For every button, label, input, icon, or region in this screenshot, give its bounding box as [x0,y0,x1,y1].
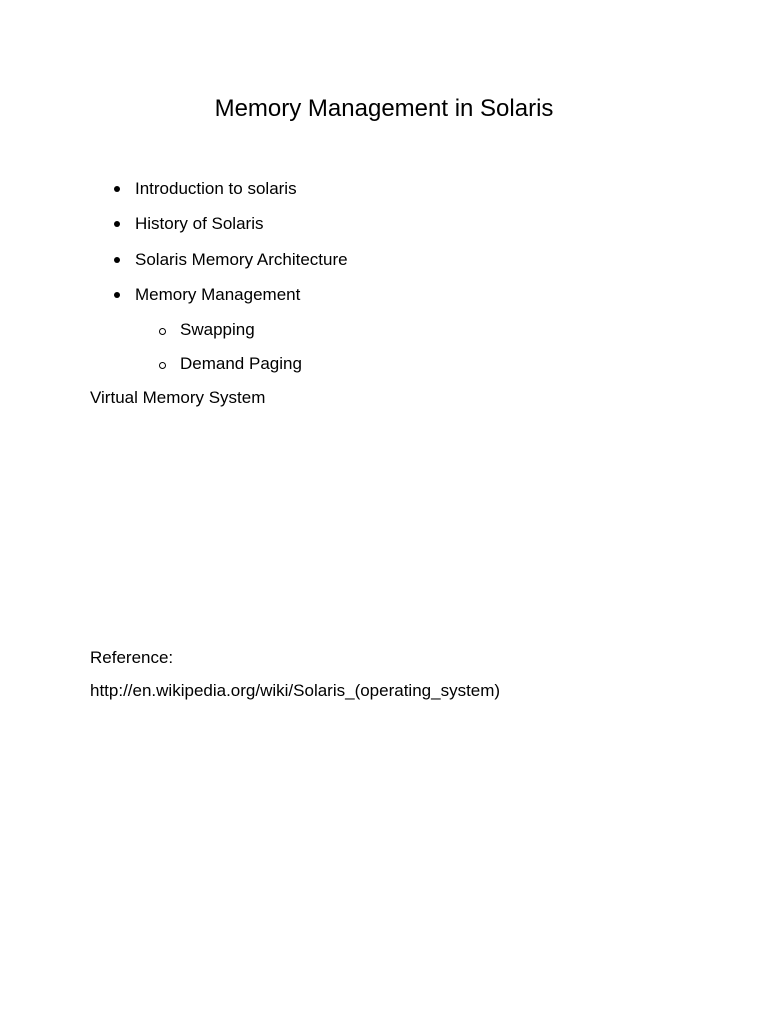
list-item-label: Solaris Memory Architecture [135,250,348,269]
reference-label: Reference: [90,648,174,667]
list-item-label: Swapping [180,320,255,339]
list-item-label: Demand Paging [180,354,302,373]
list-item [135,213,263,235]
section-heading: Virtual Memory System [90,388,266,407]
bullet-circle-icon [159,362,166,369]
bullet-disc-icon [114,186,120,192]
bullet-disc-icon [114,292,120,298]
bullet-disc-icon [114,221,120,227]
reference-link[interactable]: http://en.wikipedia.org/wiki/Solaris_(operating_system) [90,681,501,700]
list-item [135,249,348,271]
list-item [135,284,300,306]
list-item [135,178,297,200]
sub-list-item [180,353,302,375]
bullet-circle-icon [159,328,166,335]
list-item-label: History of Solaris [135,214,264,233]
list-item-label: Introduction to solaris [135,179,297,198]
sub-list-item [180,319,255,341]
page-title: Memory Management in Solaris [214,95,554,122]
bullet-disc-icon [114,257,120,263]
list-item-label: Memory Management [135,285,301,304]
